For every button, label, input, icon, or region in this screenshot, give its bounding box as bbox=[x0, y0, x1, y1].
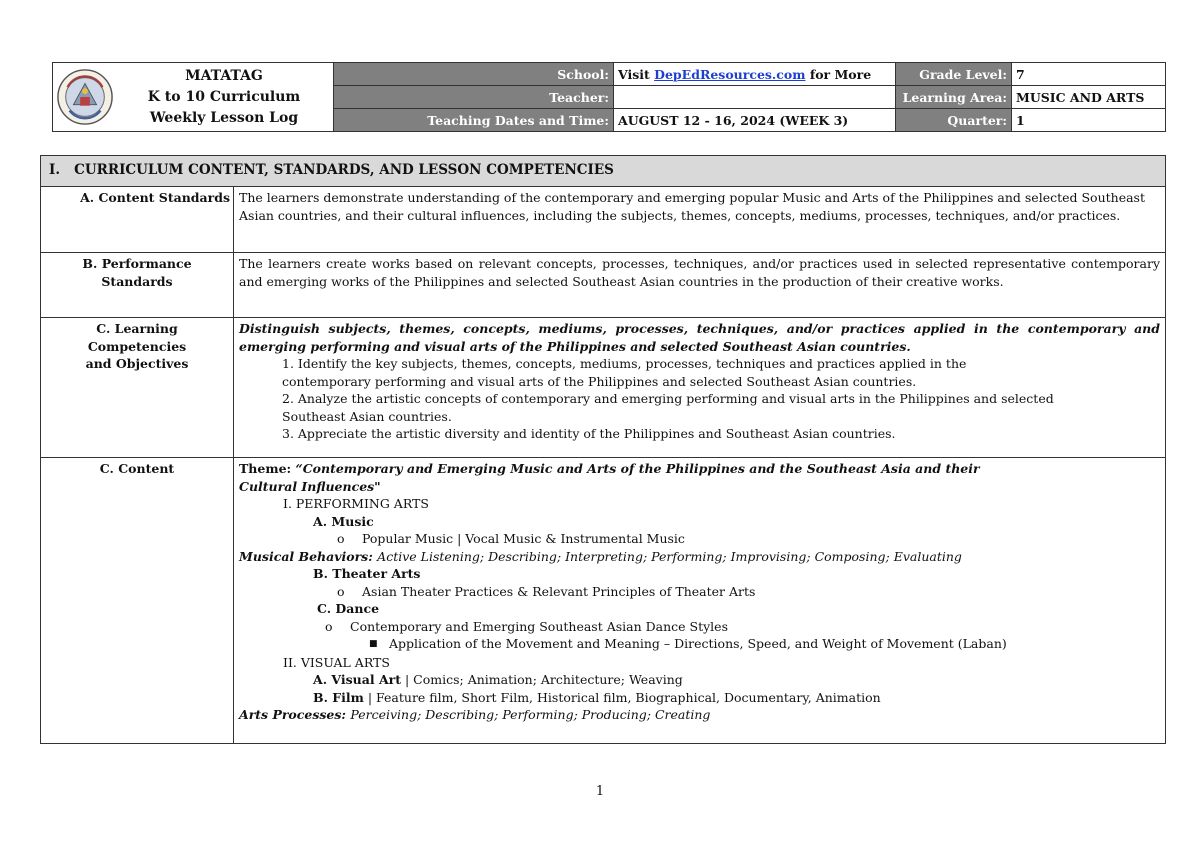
music-heading: A. Music bbox=[313, 513, 374, 529]
grade-level-label: Grade Level: bbox=[896, 63, 1012, 86]
content-row bbox=[41, 458, 1166, 744]
performance-standards-row bbox=[41, 253, 1166, 318]
quarter-value: 1 bbox=[1012, 109, 1166, 132]
performance-standards-text: The learners create works based on relevant concepts, processes, techniques, and/or practices used in selected representative contemporary and emerging works of the Philippines and selected Southeast Asian countries in the production of their creative works. bbox=[234, 253, 1166, 318]
section-heading-row bbox=[41, 156, 1166, 187]
objective-1: 1. Identify the key subjects, themes, concepts, mediums, processes, techniques and practices applied in the contemporary performing and visual arts of the Philippines and selected Southeast Asian countries. bbox=[282, 356, 967, 389]
theater-heading: B. Theater Arts bbox=[313, 566, 421, 581]
deped-seal-icon bbox=[56, 68, 114, 126]
logo-title-cell bbox=[53, 63, 334, 132]
visual-arts-heading: II. VISUAL ARTS bbox=[283, 654, 390, 670]
learning-area-label: Learning Area: bbox=[896, 86, 1012, 109]
film-line: B. Film | Feature film, Short Film, Historical film, Biographical, Documentary, Animation bbox=[313, 689, 881, 705]
school-value: Visit DepEdResources.com for More bbox=[614, 63, 896, 86]
header-title-matatag: MATATAG bbox=[185, 67, 263, 84]
curriculum-section bbox=[40, 155, 1166, 744]
teaching-dates-value: AUGUST 12 - 16, 2024 (WEEK 3) bbox=[614, 109, 896, 132]
competencies-label: C. Learning Competencies and Objectives bbox=[41, 318, 234, 458]
content-text bbox=[234, 458, 1166, 744]
header-title-log: Weekly Lesson Log bbox=[149, 109, 299, 126]
grade-level-value: 7 bbox=[1012, 63, 1166, 86]
content-label: C. Content bbox=[41, 458, 234, 744]
theater-bullet: o Asian Theater Practices & Relevant Principles of Theater Arts bbox=[337, 583, 756, 599]
curriculum-table bbox=[40, 155, 1166, 744]
header-table bbox=[52, 62, 1166, 132]
deped-resources-link[interactable]: DepEdResources.com bbox=[654, 66, 806, 82]
lesson-log-header bbox=[52, 62, 1165, 130]
performing-arts-heading: I. PERFORMING ARTS bbox=[283, 496, 429, 511]
header-title-curriculum: K to 10 Curriculum bbox=[147, 88, 301, 105]
theme-line: Theme: “Contemporary and Emerging Music and Arts of the Philippines and the Southeast Asia and their Cultural Influences" bbox=[239, 461, 980, 494]
content-standards-label: A. Content Standards bbox=[41, 187, 234, 253]
quarter-label: Quarter: bbox=[896, 109, 1012, 132]
content-standards-text: The learners demonstrate understanding of the contemporary and emerging popular Music and Arts of the Philippines and selected Southeast Asian countries, and their cultural influences, including the subjects, themes, concepts, mediums, processes, techniques, and/or practices. bbox=[234, 187, 1166, 253]
objective-2: 2. Analyze the artistic concepts of contemporary and emerging performing and visual arts in the Philippines and selected Southeast Asian countries. bbox=[282, 391, 1054, 424]
music-bullet: o Popular Music | Vocal Music & Instrumental Music bbox=[337, 531, 685, 546]
dance-heading: C. Dance bbox=[317, 601, 380, 616]
competency-lead: Distinguish subjects, themes, concepts, mediums, processes, techniques, and/or practices applied in the contemporary and emerging performing and visual arts of the Philippines and selected Southeast Asian countries. bbox=[239, 321, 1161, 354]
dance-sub-bullet: ■ Application of the Movement and Meaning – Directions, Speed, and Weight of Movement (Laban) bbox=[369, 636, 1007, 651]
visual-art-line: A. Visual Art | Comics; Animation; Architecture; Weaving bbox=[313, 672, 683, 687]
performance-standards-label: B. Performance Standards bbox=[41, 253, 234, 318]
competencies-text bbox=[234, 318, 1166, 458]
dance-bullet: o Contemporary and Emerging Southeast Asian Dance Styles bbox=[325, 618, 728, 634]
learning-area-value: MUSIC AND ARTS bbox=[1012, 86, 1166, 109]
content-standards-row bbox=[41, 187, 1166, 253]
teaching-dates-label: Teaching Dates and Time: bbox=[334, 109, 614, 132]
musical-behaviors: Musical Behaviors: Active Listening; Describing; Interpreting; Performing; Improvising; Composing; Evaluating bbox=[239, 548, 962, 564]
arts-processes: Arts Processes: Perceiving; Describing; Performing; Producing; Creating bbox=[239, 707, 711, 722]
section-heading: I. CURRICULUM CONTENT, STANDARDS, AND LESSON COMPETENCIES bbox=[41, 156, 1166, 187]
objective-3: 3. Appreciate the artistic diversity and identity of the Philippines and Southeast Asian countries. bbox=[282, 426, 896, 441]
teacher-value bbox=[614, 86, 896, 109]
school-label: School: bbox=[334, 63, 614, 86]
competencies-row bbox=[41, 318, 1166, 458]
page-number: 1 bbox=[595, 784, 605, 799]
teacher-label: Teacher: bbox=[334, 86, 614, 109]
